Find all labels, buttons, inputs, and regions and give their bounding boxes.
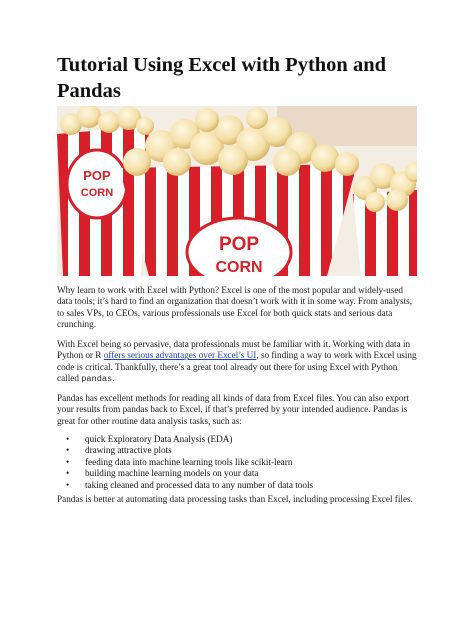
pervasive-paragraph [57,339,419,386]
popcorn-hero-image [57,106,417,276]
bullet-icon: • [66,479,70,490]
list-item [57,434,419,445]
popcorn-illustration [57,106,417,276]
list-item-text: building machine learning models on your data [85,468,259,479]
list-item-text: taking cleaned and processed data to any number of data tools [85,479,314,490]
automation-paragraph: Pandas is better at automating data processing tasks than Excel, including processing Excel files. [57,494,413,504]
intro-paragraph: Why learn to work with Excel with Python? Excel is one of the most popular and widely-used data tools; it’s hard to find an organization that doesn’t work with it in some way. From analysts, to sales VPs, to CEOs, various professionals use Excel for both quick stats and serious data crunching. [57,285,413,330]
pervasive-text-before-link: With Excel being so pervasive, data professionals must be familiar with it. Working with data in Python or R [57,339,411,361]
list-item-text: drawing attractive plots [85,445,172,456]
bullet-icon: • [66,445,70,456]
pervasive-text-after-link: , so finding a way to work with Excel using code is critical. Thankfully, there’s a great tool already out there for using Excel with Python called [57,350,417,384]
analysis-tasks-list [57,434,419,491]
center-box-corn-text: CORN [215,259,263,276]
center-box-pop-text: POP [218,234,260,255]
list-item-text: feeding data into machine learning tools like scikit-learn [85,456,293,467]
pandas-methods-paragraph: Pandas has excellent methods for reading all kinds of data from Excel files. You can also export your results from pandas back to Excel, if that’s preferred by your intended audience. Pandas is great for other routine data analysis tasks, such as: [57,393,410,426]
list-item-text: quick Exploratory Data Analysis (EDA) [85,434,233,444]
left-box-pop-text: POP [83,168,111,183]
pervasive-text-end: . [112,373,115,384]
right-popcorn-box [353,162,417,276]
page-title: Tutorial Using Excel with Python and Pandas [57,54,387,102]
list-item [57,457,419,468]
bullet-icon: • [66,468,70,479]
bullet-icon: • [66,434,70,444]
bullet-icon: • [66,456,70,467]
list-item [57,480,419,491]
list-item [57,468,419,479]
list-item [57,445,419,456]
advantages-link[interactable]: offers serious advantages over Excel’s UI [103,350,257,361]
pandas-code: pandas [81,374,113,385]
left-box-corn-text: CORN [80,187,114,199]
